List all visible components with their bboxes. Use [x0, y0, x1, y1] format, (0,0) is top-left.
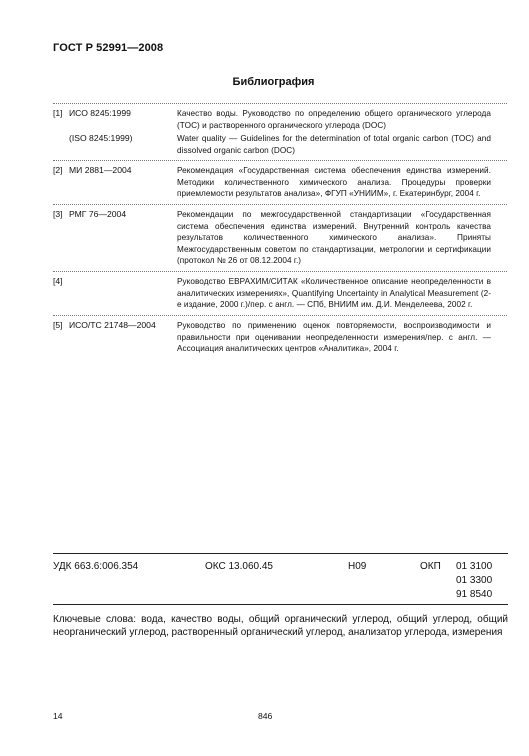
reference-separator: [53, 204, 507, 205]
reference-number: [3]: [53, 209, 63, 219]
reference-row: [53, 108, 507, 133]
reference-description: Руководство по применению оценок повторяемости, воспроизводимости и правильности при оценивании неопределенности измерения/пер. с англ. — Ассоциация аналитических центров «Аналитика», 2004 г.: [177, 321, 491, 354]
reference-entry: [53, 315, 507, 357]
reference-separator: [53, 103, 507, 104]
page-number: 14: [53, 711, 63, 721]
reference-separator: [53, 160, 507, 161]
reference-alt-code: (ISO 8245:1999): [69, 133, 133, 143]
reference-number: [4]: [53, 276, 63, 286]
document-id: ГОСТ Р 52991—2008: [53, 42, 164, 54]
reference-alt-description: Water quality — Guidelines for the determination of total organic carbon (TOC) and dissolved organic carbon (DOC): [177, 134, 491, 155]
oks-code: ОКС 13.060.45: [205, 561, 273, 572]
okp-code: 91 8540: [456, 589, 493, 600]
reference-entry: [53, 204, 507, 269]
keywords-paragraph: Ключевые слова: вода, качество воды, общий органический углерод, общий углерод, общий неорганический углерод, растворенный органический углерод, анализатор углерода, измерения: [53, 614, 508, 639]
reference-entry: [53, 160, 507, 202]
reference-code: ИСО 8245:1999: [69, 108, 131, 118]
reference-list: [53, 101, 507, 357]
reference-description: Рекомендация «Государственная система обеспечения единства измерений. Методики количественного химического анализа. Процедуры проверки приемлемости результатов анализа», ФГУП «УНИИМ», г. Екатеринбург, 2004 г.: [177, 166, 491, 199]
reference-number: [2]: [53, 165, 63, 175]
reference-code: [69, 276, 189, 288]
okp-code: 01 3300: [456, 575, 493, 586]
reference-description: Качество воды. Руководство по определению общего органического углерода (TOC) и растворенного органического углерода (DOC): [177, 109, 491, 130]
okp-code: 01 3100: [456, 561, 493, 572]
reference-row: [53, 209, 507, 269]
reference-separator: [53, 315, 507, 316]
bibliography-heading: Библиография: [232, 76, 315, 88]
reference-row: [53, 320, 507, 357]
divider-line: [53, 604, 508, 605]
reference-alt-row: [53, 133, 507, 158]
h-code: H09: [348, 561, 367, 572]
sheet-number: 846: [258, 711, 273, 721]
classification-line: [53, 561, 508, 600]
reference-row: [53, 165, 507, 202]
divider-line: [53, 553, 508, 554]
reference-number: [5]: [53, 320, 63, 330]
okp-label: ОКП: [420, 561, 441, 572]
reference-description: Руководство ЕВРАХИМ/СИТАК «Количественное описание неопределенности в аналитических измерениях», Quantifying Uncertainty in Analytical Measurement (2-е издание, 2000 г.)/пер. с англ. — СПб, ВНИИМ им. Д.И. Менделеева, 2002 г.: [177, 277, 491, 310]
reference-description: Рекомендации по межгосударственной стандартизации «Государственная система обеспечения единства измерений. Внутренний контроль качества результатов количественного химического анализа». Приняты Межгосударственным советом по стандартизации, метрологии и сертификации (протокол № 26 от 08.12.2004 г.): [177, 210, 491, 266]
reference-code: МИ 2881—2004: [69, 165, 132, 175]
reference-number: [1]: [53, 108, 63, 118]
reference-entry: [53, 103, 507, 158]
reference-entry: [53, 271, 507, 313]
reference-code: РМГ 76—2004: [69, 209, 127, 219]
reference-code: ИСО/ТС 21748—2004: [69, 320, 156, 330]
reference-separator: [53, 271, 507, 272]
udk-code: УДК 663.6:006.354: [53, 561, 139, 572]
reference-row: [53, 276, 507, 313]
